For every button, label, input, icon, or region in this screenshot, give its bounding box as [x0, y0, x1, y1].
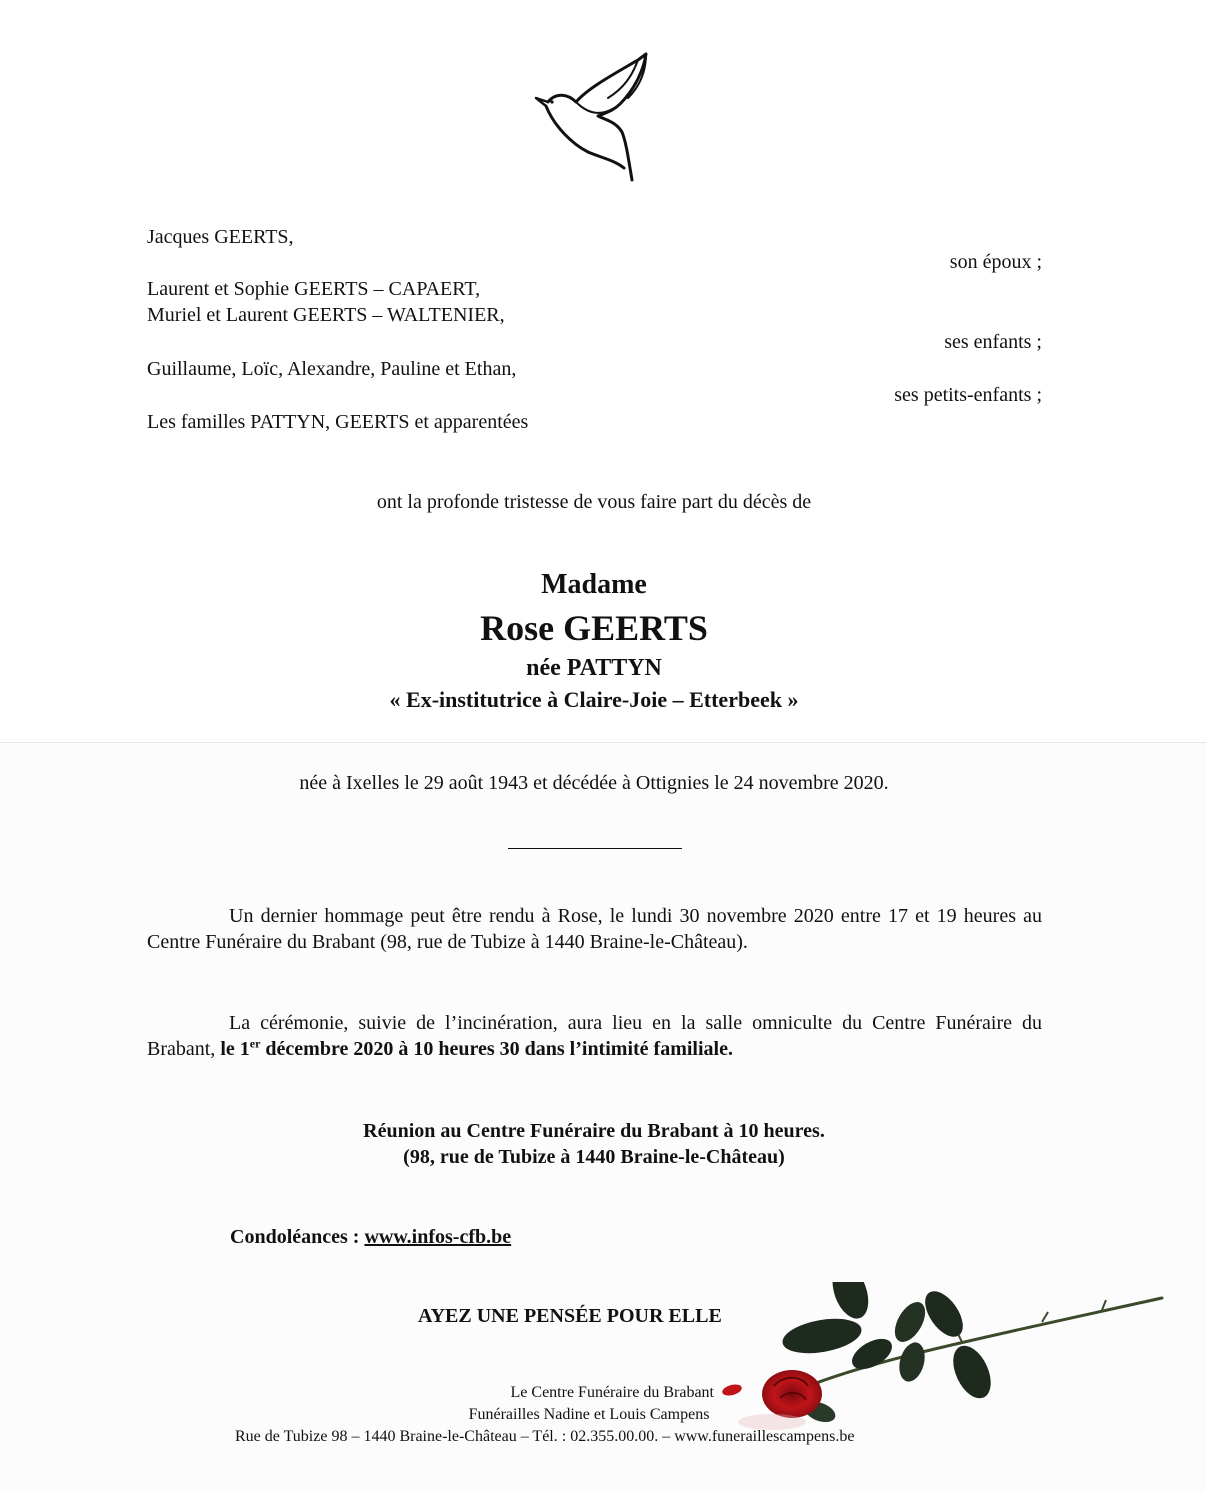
separator-rule: [508, 848, 682, 849]
ceremony-date-sup: er: [249, 1036, 261, 1051]
spouse-name: Jacques GEERTS,: [147, 226, 294, 248]
spouse-relation: son époux ;: [949, 251, 1042, 273]
child-line-1: Laurent et Sophie GEERTS – CAPAERT,: [147, 278, 481, 300]
deceased-occupation: « Ex-institutrice à Claire-Joie – Etterbeek »: [389, 687, 799, 712]
grandchildren-relation: ses petits-enfants ;: [894, 384, 1042, 406]
birth-death-dates: née à Ixelles le 29 août 1943 et décédée à Ottignies le 24 novembre 2020.: [299, 772, 889, 794]
deceased-title: Madame: [541, 569, 647, 600]
announcement-text: ont la profonde tristesse de vous faire part du décès de: [376, 491, 812, 513]
deceased-name: Rose GEERTS: [480, 608, 708, 648]
footer-line-1: Le Centre Funéraire du Brabant: [510, 1384, 714, 1401]
rose-illustration: [712, 1282, 1182, 1482]
condolences-link[interactable]: www.infos-cfb.be: [364, 1226, 512, 1248]
closing-message: AYEZ UNE PENSÉE POUR ELLE: [418, 1305, 722, 1327]
dove-icon: [528, 48, 656, 188]
child-line-2: Muriel et Laurent GEERTS – WALTENIER,: [147, 304, 505, 326]
meeting-line-2: (98, rue de Tubize à 1440 Braine-le-Château): [403, 1146, 785, 1168]
grandchildren-names: Guillaume, Loïc, Alexandre, Pauline et Ethan,: [147, 358, 517, 380]
deceased-maiden-name: née PATTYN: [526, 655, 662, 681]
tribute-paragraph: [147, 903, 1042, 955]
ceremony-date-suffix: décembre 2020 à 10 heures 30 dans l’intimité familiale.: [260, 1038, 733, 1060]
ceremony-paragraph: [147, 1010, 1042, 1062]
families-line: Les familles PATTYN, GEERTS et apparentées: [147, 411, 529, 433]
children-relation: ses enfants ;: [944, 331, 1042, 353]
ceremony-intro: La cérémonie, suivie de l’incinération, aura lieu en la salle omniculte du Centre Funéraire du Brabant,: [147, 1012, 1042, 1060]
footer-line-2: Funérailles Nadine et Louis Campens: [468, 1406, 710, 1423]
condolences-line: [230, 1224, 511, 1250]
ceremony-date-prefix: le 1: [220, 1038, 250, 1060]
meeting-line-1: Réunion au Centre Funéraire du Brabant à 10 heures.: [363, 1120, 825, 1142]
condolences-label: Condoléances :: [230, 1226, 365, 1248]
fold-line: [0, 742, 1206, 743]
tribute-text: Un dernier hommage peut être rendu à Rose, le lundi 30 novembre 2020 entre 17 et 19 heures au Centre Funéraire du Brabant (98, rue de Tubize à 1440 Braine-le-Château).: [147, 905, 1042, 953]
footer-line-3: Rue de Tubize 98 – 1440 Braine-le-Château – Tél. : 02.355.00.00. – www.funeraillescampens.be: [235, 1428, 855, 1445]
